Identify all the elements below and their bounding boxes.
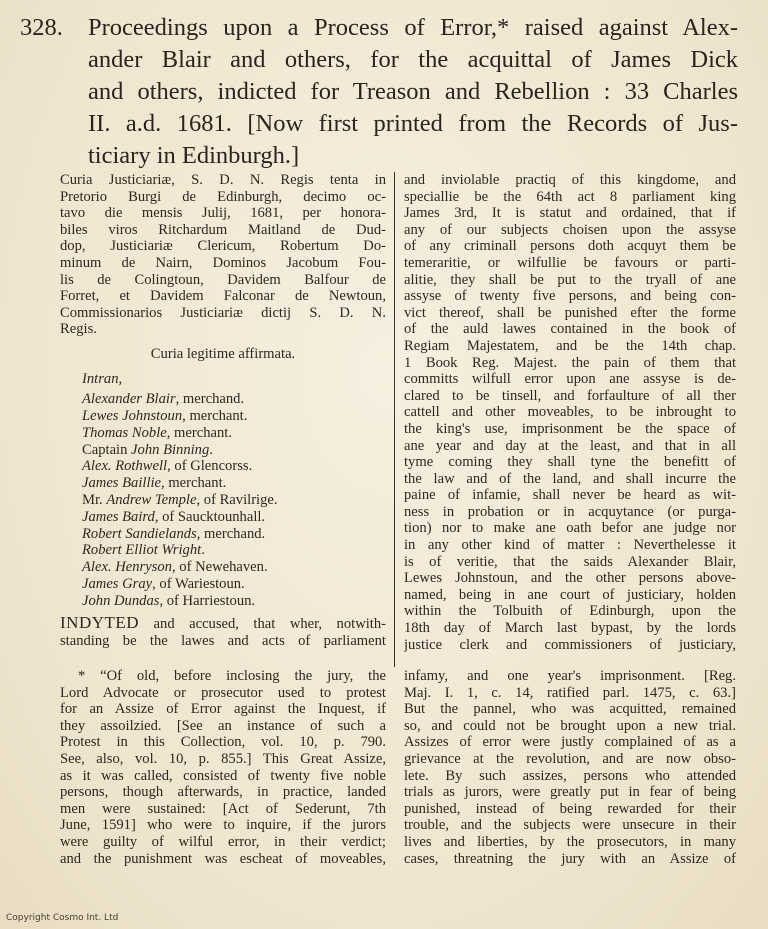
list-item: Lewes Johnstoun, merchant.	[82, 407, 248, 424]
indyted-word: INDYTED	[60, 615, 140, 633]
heading-line: II. a.d. 1681. [Now first printed from the Records of Jus-	[88, 110, 738, 137]
intran-label: Intran,	[82, 370, 123, 387]
indyted-rest: and accused, that wher, notwith-	[139, 616, 386, 633]
list-item: Robert Sandielands, merchand.	[82, 525, 266, 542]
list-item: James Baillie, merchant.	[82, 475, 227, 492]
body-line: alitie, they shall be put to the tryall of ane	[404, 271, 736, 288]
footnote-line: and the punishment was escheat of moveables,	[60, 850, 386, 867]
indictment-text	[60, 615, 386, 649]
footnote-line: for an Assize of Error against the Inquest, if	[60, 701, 386, 718]
column-divider	[394, 172, 395, 667]
footnote-line: * “Of old, before inclosing the jury, the	[78, 668, 386, 684]
body-line: in any other kind of matter : Neverthelesse it	[404, 537, 736, 554]
body-line: committs wilfull error upon ane assyse is de-	[404, 371, 736, 388]
list-item: Alexander Blair, merchand.	[82, 391, 245, 408]
list-item: Robert Elliot Wright.	[82, 542, 205, 559]
footnote-line: grievance at the revolution, and are now obso-	[404, 750, 736, 767]
intro-line: biles viros Ritchardum Maitland de Dud-	[60, 221, 386, 238]
body-line: cattell and other moveables, to be inbrought to	[404, 404, 736, 421]
body-line: justice clerk and commissioners of justiciary,	[404, 636, 736, 653]
list-item: James Baird, of Saucktounhall.	[82, 508, 266, 525]
body-line: any of our subjects choisen upon the assyse	[404, 221, 736, 238]
curia-affirmata: Curia legitime affirmata.	[150, 345, 296, 362]
heading-line: and others, indicted for Treason and Rebellion : 33 Charles	[88, 78, 738, 105]
heading-line: ander Blair and others, for the acquittal of James Dick	[88, 46, 738, 73]
assize-name-list	[82, 391, 386, 609]
body-line: paine of infamie, shall never be heard as wit-	[404, 487, 736, 504]
body-line: Regiam Majestatem, and be the 14th chap.	[404, 337, 736, 354]
footnote-line: trials as jurors, were greatly put in fear of being	[404, 784, 736, 801]
footnote-line: men were sustained: [Act of Sederunt, 7th	[60, 800, 386, 817]
footnote-line: persons, though afterwards, in practice, landed	[60, 784, 386, 801]
body-line: James 3rd, It is statut and ordained, that if	[404, 205, 736, 222]
body-line: the king's use, imprisonment be the space of	[404, 420, 736, 437]
intro-line: Regis.	[60, 321, 97, 338]
body-line: temeraritie, or wilfullie be favours or parti-	[404, 254, 736, 271]
indictment-line: standing be the lawes and acts of parliament	[60, 633, 386, 650]
body-line: 1 Book Reg. Majest. the pain of them that	[404, 354, 736, 371]
section-number: 328.	[20, 14, 63, 41]
list-item: Captain John Binning.	[82, 441, 213, 458]
body-line: vict thereof, shall be punished efter the forme	[404, 304, 736, 321]
footnote-line: Assizes of error were justly complained of as a	[404, 734, 736, 751]
body-line: named, being in ane court of justiciary, holden	[404, 586, 736, 603]
list-item: Mr. Andrew Temple, of Ravilrige.	[82, 491, 278, 508]
list-item: Alex. Henryson, of Newehaven.	[82, 559, 268, 576]
footnote-line: cases, threatning the jury with an Assize of	[404, 850, 736, 867]
intro-line: minum de Nairn, Dominos Jacobum Fou-	[60, 254, 386, 271]
page-heading	[20, 12, 738, 172]
list-item: Thomas Noble, merchant.	[82, 424, 232, 441]
heading-line: Proceedings upon a Process of Error,* raised against Alex-	[88, 14, 738, 41]
intro-line: Commissionarios Justiciariæ dictij S. D. N.	[60, 304, 386, 321]
intro-line: lis de Colingtoun, Davidem Balfour de	[60, 271, 386, 288]
footnote-line: June, 1591] who were to inquire, if the jurors	[60, 817, 386, 834]
footnote-left	[60, 668, 386, 867]
heading-line: ticiary in Edinburgh.]	[88, 142, 300, 169]
footnote-line: as it was called, consisted of twenty five noble	[60, 767, 386, 784]
body-line: ane year and day at the least, and that in all	[404, 437, 736, 454]
court-intro	[60, 172, 386, 338]
copyright-watermark: Copyright Cosmo Int. Ltd	[6, 913, 119, 923]
body-line: and inviolable practiq of this kingdome, and	[404, 172, 736, 188]
footnote-line: infamy, and one year's imprisonment. [Reg.	[404, 668, 736, 684]
footnote-right	[404, 668, 736, 867]
body-line: clared to be tinsell, and forfaulture of all ther	[404, 387, 736, 404]
body-line: tyme coming they shall tyne the benefitt of	[404, 454, 736, 471]
footnote-line: But the pannel, who was acquitted, remained	[404, 701, 736, 718]
body-line: is of veritie, that the saids Alexander Blair,	[404, 553, 736, 570]
body-line: assyse of twenty five persons, and being con-	[404, 288, 736, 305]
intro-line: Pretorio Burgi de Edinburgh, decimo oc-	[60, 188, 386, 205]
indictment-line	[60, 615, 386, 633]
left-column	[60, 172, 386, 650]
body-line: Lewes Johnstoun, and the other persons above-	[404, 570, 736, 587]
footnote-line: See, also, vol. 10, p. 855.] This Great Assize,	[60, 750, 386, 767]
intro-line: tavo die mensis Julij, 1681, per honora-	[60, 205, 386, 222]
footnote-line: lete. By such assizes, persons who attended	[404, 767, 736, 784]
footnote-line: so, and could not be brought upon a new trial.	[404, 717, 736, 734]
body-line: of the auld lawes contained in the book of	[404, 321, 736, 338]
footnote-line: Lord Advocate or prosecutor used to protest	[60, 684, 386, 701]
list-item: Alex. Rothwell, of Glencorss.	[82, 458, 253, 475]
body-line: of any criminall persons doth acquyt them be	[404, 238, 736, 255]
footnote-line: trouble, and the subjects were unsecure in their	[404, 817, 736, 834]
body-line: 18th day of March last bypast, by the lords	[404, 620, 736, 637]
list-item: John Dundas, of Harriestoun.	[82, 592, 256, 609]
footnote-line: lives and liberties, by the prosecutors, in many	[404, 833, 736, 850]
intro-line: Curia Justiciariæ, S. D. N. Regis tenta in	[60, 172, 386, 188]
right-column	[404, 172, 736, 653]
body-line: tion) nor to make ane oath befor ane judge nor	[404, 520, 736, 537]
body-line: within the Tolbuith of Edinburgh, upon the	[404, 603, 736, 620]
list-item: James Gray, of Wariestoun.	[82, 575, 245, 592]
body-line: speciallie be the 64th act 8 parliament king	[404, 188, 736, 205]
body-line: ness in probation or in acquytance (or purga-	[404, 503, 736, 520]
footnote-line: punished, instead of being rewarded for their	[404, 800, 736, 817]
footnote-line: they assoilzied. [See an instance of such a	[60, 717, 386, 734]
body-line: the law and of the land, and shall incurre the	[404, 470, 736, 487]
footnote-line: were guilty of wilful error, in their verdict;	[60, 833, 386, 850]
intro-line: dop, Justiciariæ Clericum, Robertum Do-	[60, 238, 386, 255]
footnote-line: Maj. I. 1, c. 14, ratified parl. 1475, c. 63.]	[404, 684, 736, 701]
intro-line: Forret, et Davidem Falconar de Newtoun,	[60, 288, 386, 305]
footnote-line: Protest in this Collection, vol. 10, p. 790.	[60, 734, 386, 751]
